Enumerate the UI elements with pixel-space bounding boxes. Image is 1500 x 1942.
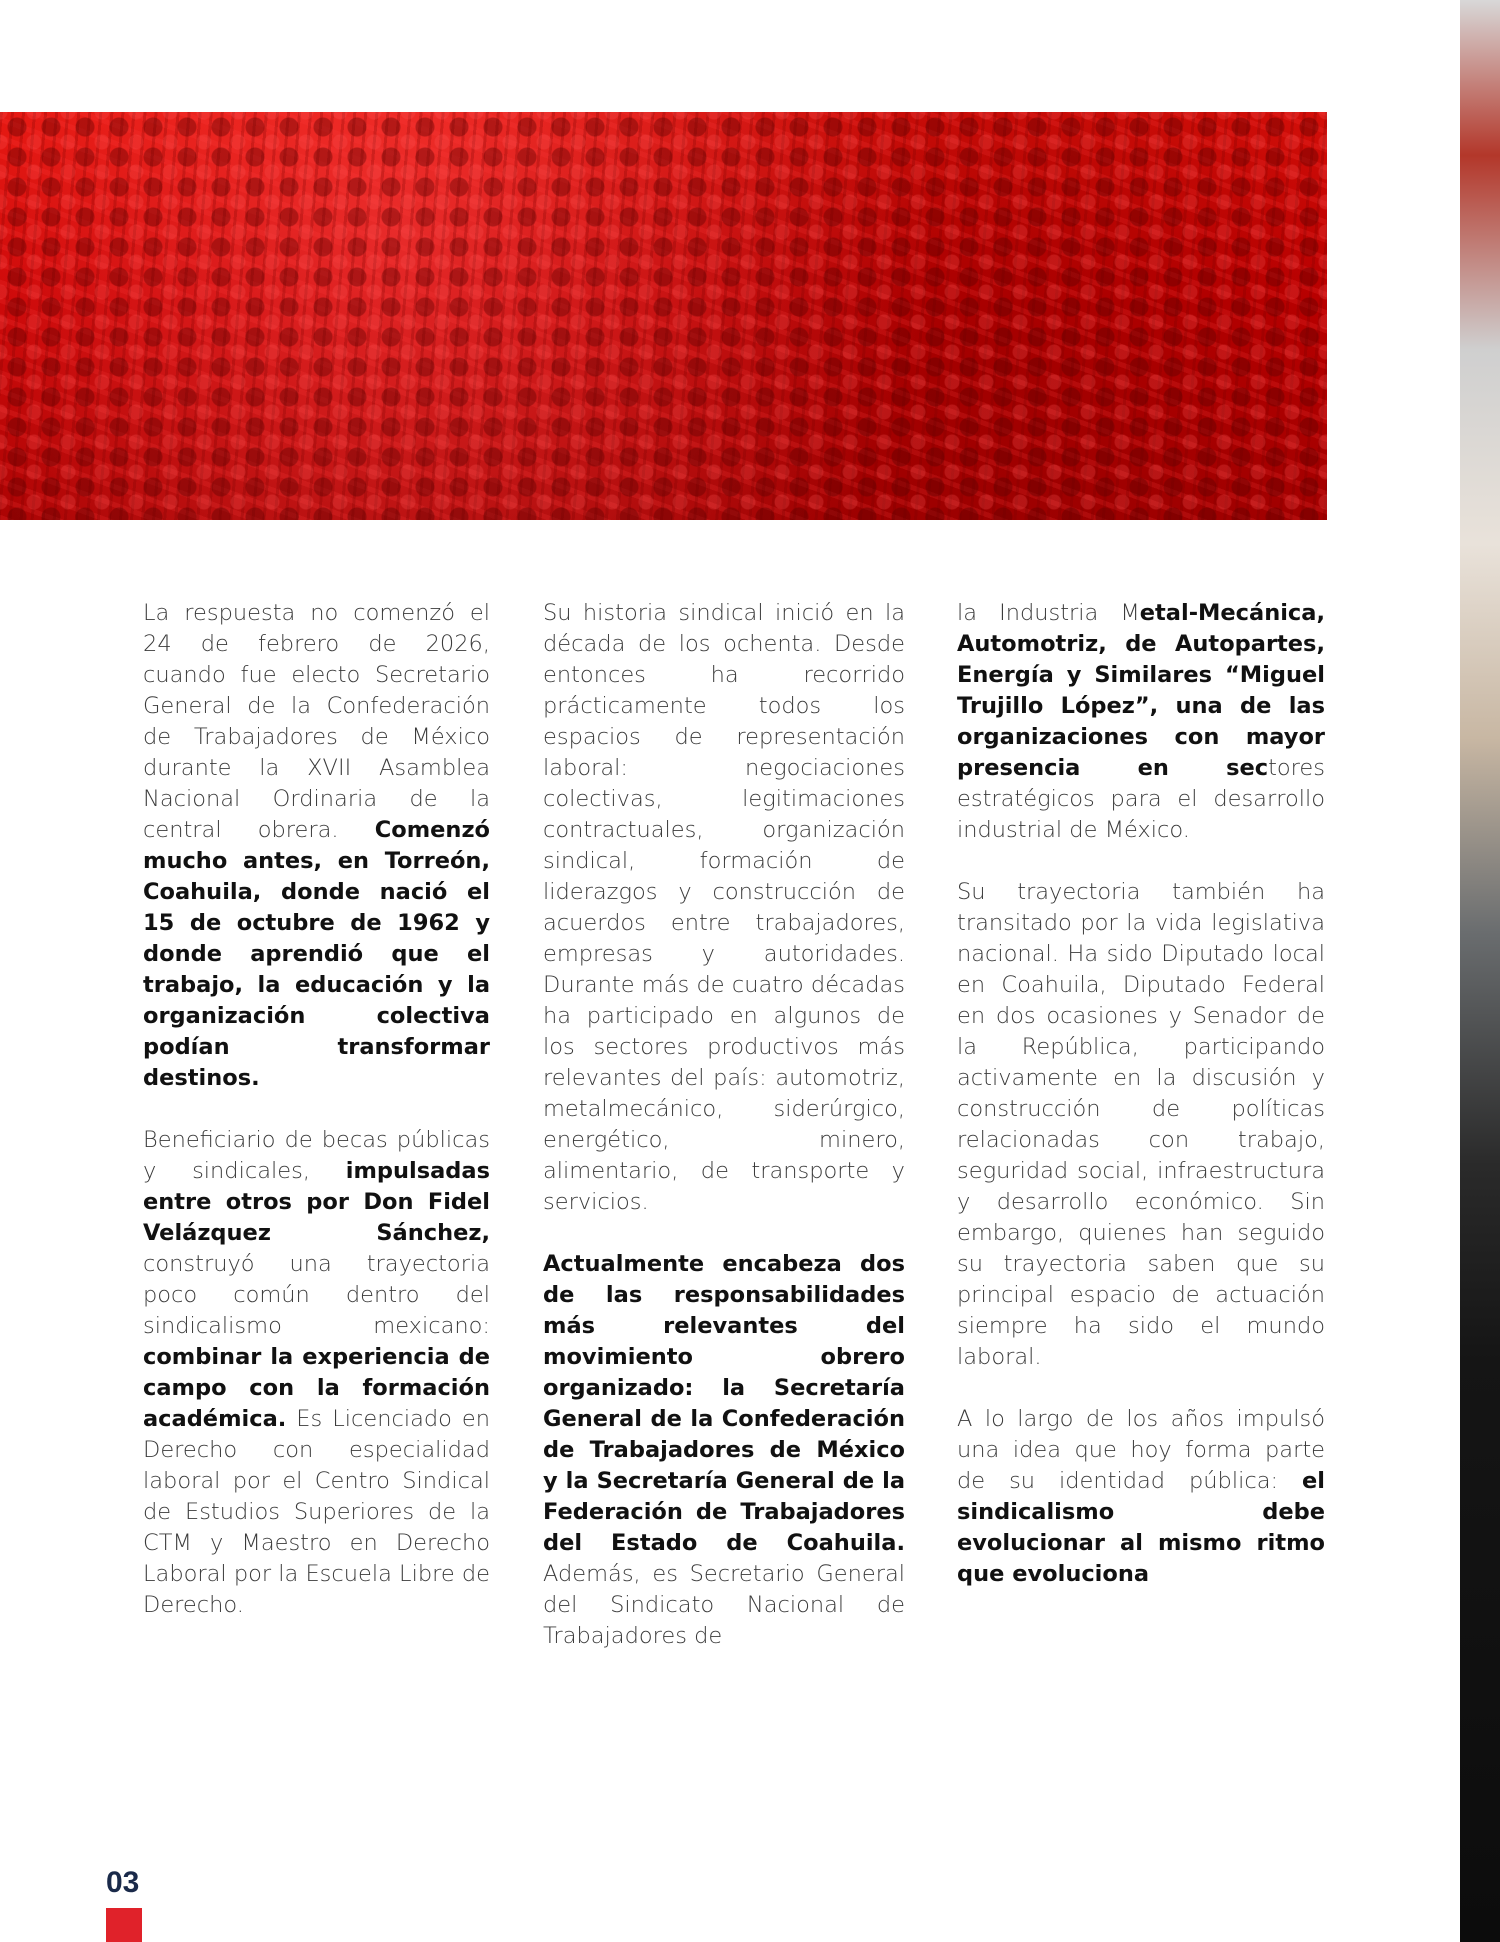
paragraph — [543, 598, 905, 1218]
text-run: A lo largo de los años impulsó una idea que hoy forma parte de su identidad pública: — [957, 1406, 1325, 1494]
paragraph — [957, 1404, 1325, 1590]
paragraph — [143, 1125, 490, 1621]
paragraph — [543, 1249, 905, 1652]
text-run: Además, es Secretario General del Sindicato Nacional de Trabajadores de — [543, 1561, 905, 1649]
page-number-marker — [106, 1908, 142, 1942]
adjacent-page-photo-edge — [1460, 0, 1500, 1942]
bold-text-run: Actualmente encabeza dos de las responsabilidades más relevantes del movimiento obrero organizado: la Secretaría General de la Confederación de Trabajadores de México y la Secretaría General de la Federación de Trabajadores del Estado de Coahuila. — [543, 1251, 905, 1556]
bold-text-run: combinar la experiencia de campo con la formación académica. — [143, 1344, 490, 1432]
bold-text-run: el sindicalismo debe evolucionar al mismo ritmo que evoluciona — [957, 1468, 1325, 1587]
bold-text-run: etal-Mecánica, Automotriz, de Autopartes, Energía y Similares “Miguel Trujillo López”, una de las organizaciones con mayor presencia en sec — [957, 600, 1325, 781]
text-column-2 — [543, 598, 905, 1683]
text-run: tores estratégicos para el desarrollo industrial de México. — [957, 755, 1325, 843]
text-run: Su trayectoria también ha transitado por la vida legislativa nacional. Ha sido Diputado local en Coahuila, Diputado Federal en dos ocasiones y Senador de la República, participando activamente en la discusión y construcción de políticas relacionadas con trabajo, seguridad social, infraestructura y desarrollo económico. Sin embargo, quienes han seguido su trayectoria saben que su principal espacio de actuación siempre ha sido el mundo laboral. — [957, 879, 1325, 1370]
text-run: la Industria M — [957, 600, 1140, 626]
text-column-1 — [143, 598, 490, 1652]
bold-text-run: Comenzó mucho antes, en Torreón, Coahuila, donde nació el 15 de octubre de 1962 y donde aprendió que el trabajo, la educación y la organización colectiva podían transformar destinos. — [143, 817, 490, 1091]
paragraph — [143, 598, 490, 1094]
text-run: Su historia sindical inició en la década de los ochenta. Desde entonces ha recorrido prácticamente todos los espacios de representación laboral: negociaciones colectivas, legitimaciones contractuales, organización sindical, formación de liderazgos y construcción de acuerdos entre trabajadores, empresas y autoridades. Durante más de cuatro décadas ha participado en algunos de los sectores productivos más relevantes del país: automotriz, metalmecánico, siderúrgico, energético, minero, alimentario, de transporte y servicios. — [543, 600, 905, 1215]
text-run: La respuesta no comenzó el 24 de febrero de 2026, cuando fue electo Secretario General de la Confederación de Trabajadores de México durante la XVII Asamblea Nacional Ordinaria de la central obrera. — [143, 600, 490, 843]
crowd-texture — [0, 112, 1327, 520]
text-run: construyó una trayectoria poco común dentro del sindicalismo mexicano: — [143, 1251, 490, 1339]
text-run: Beneficiario de becas públicas y sindicales, — [143, 1127, 490, 1184]
text-column-3 — [957, 598, 1325, 1621]
page-number: 03 — [106, 1866, 140, 1899]
bold-text-run: impulsadas entre otros por Don Fidel Velázquez Sánchez, — [143, 1158, 490, 1246]
paragraph — [957, 877, 1325, 1373]
hero-crowd-photo — [0, 112, 1327, 520]
paragraph — [957, 598, 1325, 846]
text-run: Es Licenciado en Derecho con especialidad laboral por el Centro Sindical de Estudios Superiores de la CTM y Maestro en Derecho Laboral por la Escuela Libre de Derecho. — [143, 1406, 491, 1618]
